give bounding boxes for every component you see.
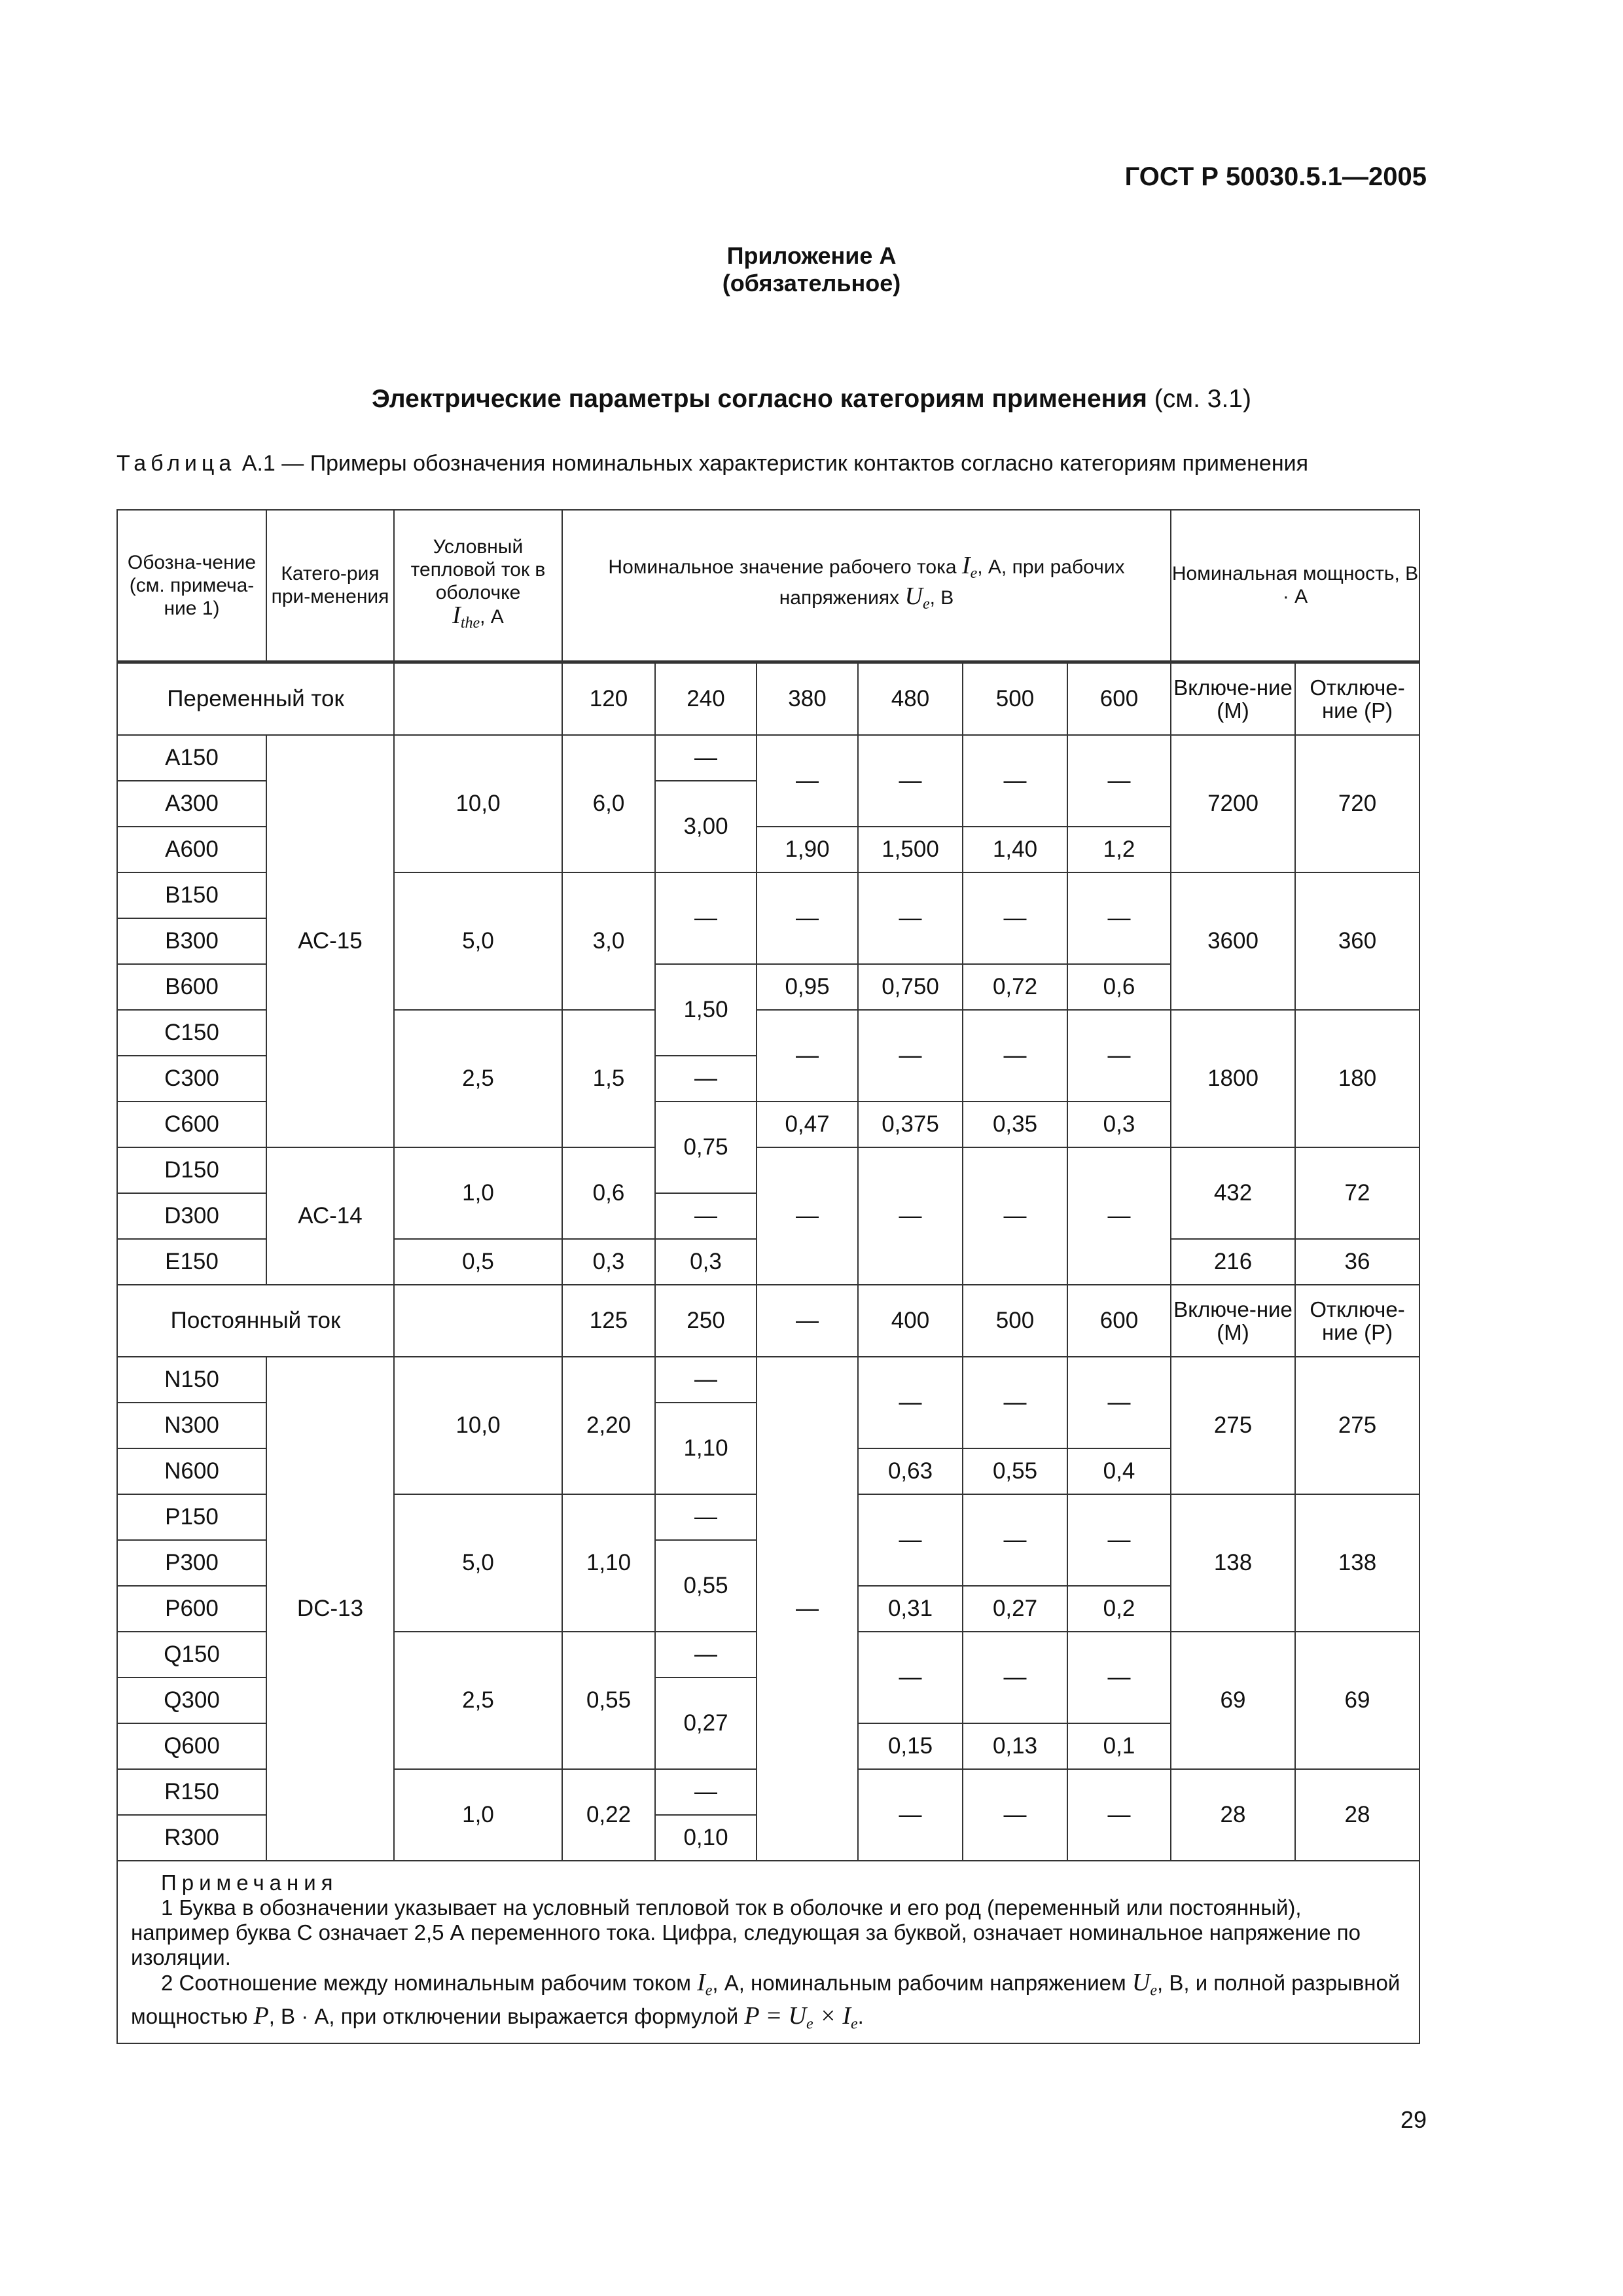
current-cell: 2,20 — [562, 1357, 655, 1494]
designation-cell: R150 — [117, 1769, 266, 1815]
document-number: ГОСТ Р 50030.5.1—2005 — [1124, 162, 1427, 191]
table-row — [117, 735, 1419, 781]
ac-voltage-cell: 380 — [757, 662, 858, 735]
ac-break-header: Отключе-ние (Р) — [1295, 662, 1419, 735]
ac-voltage-cell: 600 — [1067, 662, 1171, 735]
power-break-cell: 72 — [1295, 1147, 1419, 1239]
current-cell: 1,50 — [655, 964, 757, 1056]
dc-voltage-cell: — — [757, 1285, 858, 1357]
ac-make-header: Включе-ние (М) — [1171, 662, 1295, 735]
notes-row — [117, 1861, 1419, 2043]
thermal-current-cell: 1,0 — [394, 1769, 562, 1861]
dc-header-row — [117, 1285, 1419, 1357]
current-cell: 0,4 — [1067, 1448, 1171, 1494]
thermal-subscript: the — [460, 615, 480, 632]
current-cell: — — [858, 1494, 963, 1586]
designation-cell: А300 — [117, 781, 266, 827]
power-break-cell: 36 — [1295, 1239, 1419, 1285]
power-break-cell: 180 — [1295, 1010, 1419, 1147]
dc-label: Постоянный ток — [117, 1285, 394, 1357]
current-cell: — — [1067, 1632, 1171, 1723]
designation-cell: Р300 — [117, 1540, 266, 1586]
current-cell: — — [655, 872, 757, 964]
current-cell: — — [963, 1769, 1067, 1861]
current-cell: 0,47 — [757, 1102, 858, 1147]
thermal-symbol: I — [452, 601, 461, 630]
symbol-subscript: e — [806, 2015, 813, 2033]
symbol-p: P — [253, 2001, 269, 2030]
page-number: 29 — [1400, 2106, 1427, 2133]
designation-cell: Р150 — [117, 1494, 266, 1540]
power-make-cell: 28 — [1171, 1769, 1295, 1861]
note-2-part-b: , А, номинальным рабочим напряжением — [712, 1971, 1126, 1995]
table-caption-word: Таблица — [116, 451, 236, 476]
category-cell: DC-13 — [266, 1357, 394, 1861]
thermal-current-cell: 2,5 — [394, 1010, 562, 1147]
current-cell: — — [963, 872, 1067, 964]
current-cell: — — [1067, 1010, 1171, 1102]
ac-voltage-cell: 120 — [562, 662, 655, 735]
current-cell: 0,750 — [858, 964, 963, 1010]
category-cell: АС-15 — [266, 735, 394, 1147]
designation-cell: N300 — [117, 1403, 266, 1448]
voltage-symbol: U — [904, 583, 923, 611]
current-cell: 0,10 — [655, 1815, 757, 1861]
thermal-current-cell: 10,0 — [394, 735, 562, 872]
current-cell: — — [858, 1632, 963, 1723]
designation-cell: С300 — [117, 1056, 266, 1102]
current-cell: — — [963, 1357, 1067, 1448]
current-cell: 1,10 — [562, 1494, 655, 1632]
ac-label: Переменный ток — [117, 662, 394, 735]
header-current-mid: , А, при рабочих напряжениях — [779, 556, 1125, 609]
current-cell: 0,63 — [858, 1448, 963, 1494]
current-cell: 0,75 — [655, 1102, 757, 1193]
thermal-current-cell: 5,0 — [394, 872, 562, 1010]
appendix-title: Приложение А — [726, 242, 897, 269]
voltage-unit: , В — [929, 587, 954, 609]
dc-voltage-cell: 400 — [858, 1285, 963, 1357]
current-cell: — — [1067, 1147, 1171, 1285]
note-1: 1 Буква в обозначении указывает на условный тепловой ток в оболочке и его род (переменный или постоянный), например буква С означает 2,5 А переменного тока. Цифра, следующая за буквой, означает номинальное напряжение по изоляции. — [131, 1895, 1361, 1969]
current-cell: 0,3 — [562, 1239, 655, 1285]
current-cell: 6,0 — [562, 735, 655, 872]
current-cell: — — [1067, 1769, 1171, 1861]
current-cell: 1,500 — [858, 827, 963, 872]
note-2-part-d: , В · А, при отключении выражается формулой — [268, 2003, 739, 2028]
thermal-current-cell: 1,0 — [394, 1147, 562, 1239]
designation-cell: Р600 — [117, 1586, 266, 1632]
current-cell: — — [655, 1056, 757, 1102]
current-cell: — — [655, 1357, 757, 1403]
current-cell: 0,13 — [963, 1723, 1067, 1769]
dc-voltage-cell: 600 — [1067, 1285, 1171, 1357]
current-cell: — — [858, 1010, 963, 1102]
table-row — [117, 1147, 1419, 1193]
thermal-current-cell: 10,0 — [394, 1357, 562, 1494]
current-cell: — — [1067, 1357, 1171, 1448]
designation-cell: Q300 — [117, 1677, 266, 1723]
current-cell: 3,00 — [655, 781, 757, 872]
current-cell: — — [963, 1632, 1067, 1723]
ac-voltage-cell: 480 — [858, 662, 963, 735]
current-cell: 0,35 — [963, 1102, 1067, 1147]
dc-empty-cell — [394, 1285, 562, 1357]
current-cell: — — [1067, 735, 1171, 827]
designation-cell: В150 — [117, 872, 266, 918]
current-cell: 1,2 — [1067, 827, 1171, 872]
power-make-cell: 7200 — [1171, 735, 1295, 872]
power-break-cell: 138 — [1295, 1494, 1419, 1632]
header-category: Катего-рия при-менения — [266, 510, 394, 662]
header-rated-power: Номинальная мощность, В · А — [1171, 510, 1419, 662]
designation-cell: А150 — [117, 735, 266, 781]
designation-cell: Q150 — [117, 1632, 266, 1677]
section-title-text: Электрические параметры согласно категориям применения — [372, 385, 1147, 413]
power-break-cell: 720 — [1295, 735, 1419, 872]
designation-cell: С600 — [117, 1102, 266, 1147]
current-cell: — — [858, 735, 963, 827]
current-cell: — — [858, 1357, 963, 1448]
power-break-cell: 275 — [1295, 1357, 1419, 1494]
thermal-current-cell: 0,5 — [394, 1239, 562, 1285]
symbol-subscript: e — [851, 2015, 858, 2033]
current-cell: — — [757, 735, 858, 827]
header-current-text: Номинальное значение рабочего тока — [608, 556, 957, 579]
current-cell: 0,1 — [1067, 1723, 1171, 1769]
current-cell: 1,90 — [757, 827, 858, 872]
current-cell: — — [963, 735, 1067, 827]
current-cell: 0,3 — [1067, 1102, 1171, 1147]
designation-cell: Q600 — [117, 1723, 266, 1769]
ac-header-row — [117, 662, 1419, 735]
power-break-cell: 360 — [1295, 872, 1419, 1010]
header-rated-current — [562, 510, 1171, 662]
power-break-cell: 69 — [1295, 1632, 1419, 1769]
current-cell: — — [655, 1769, 757, 1815]
note-2-part-c: , В, и полной разрывной мощностью — [131, 1971, 1400, 2028]
current-subscript: e — [970, 565, 978, 583]
note-2-part-a: 2 Соотношение между номинальным рабочим током — [161, 1971, 691, 1995]
note-2: 2 Соотношение между номинальным рабочим током $I_e$, А, номинальным рабочим напряжением $U_e$, В, и полной разрывной мощностью P, В · А, при отключении выражается формулой $P = U_e \times I_e$. — [131, 1969, 1400, 2033]
current-cell: 1,40 — [963, 827, 1067, 872]
current-cell: — — [963, 1010, 1067, 1102]
notes-cell — [117, 1861, 1419, 2043]
current-cell: 0,27 — [963, 1586, 1067, 1632]
voltage-subscript: e — [922, 596, 930, 613]
ac-voltage-cell: 500 — [963, 662, 1067, 735]
power-make-cell: 275 — [1171, 1357, 1295, 1494]
current-cell: 0,55 — [562, 1632, 655, 1769]
thermal-current-cell: 2,5 — [394, 1632, 562, 1769]
current-cell: 0,375 — [858, 1102, 963, 1147]
appendix-status: (обязательное) — [722, 270, 901, 296]
current-cell: — — [655, 1632, 757, 1677]
current-cell: 0,22 — [562, 1769, 655, 1861]
current-cell: — — [858, 1769, 963, 1861]
symbol-u: U — [1132, 1969, 1150, 1996]
designation-cell: В300 — [117, 918, 266, 964]
table-row — [117, 1357, 1419, 1403]
current-cell: 0,72 — [963, 964, 1067, 1010]
current-cell: 0,95 — [757, 964, 858, 1010]
power-make-cell: 138 — [1171, 1494, 1295, 1632]
designation-cell: R300 — [117, 1815, 266, 1861]
dc-voltage-cell: 125 — [562, 1285, 655, 1357]
current-cell: 0,27 — [655, 1677, 757, 1769]
formula-lhs: P — [744, 2001, 759, 2030]
current-cell: — — [963, 1494, 1067, 1586]
symbol-i: I — [697, 1969, 705, 1996]
designation-cell: А600 — [117, 827, 266, 872]
section-title — [0, 385, 1623, 414]
table-caption — [116, 450, 1327, 476]
current-cell: — — [655, 1193, 757, 1239]
current-cell: 0,6 — [562, 1147, 655, 1239]
dc-voltage-cell: 250 — [655, 1285, 757, 1357]
designation-cell: В600 — [117, 964, 266, 1010]
section-reference: (см. 3.1) — [1154, 385, 1251, 413]
designation-cell: N150 — [117, 1357, 266, 1403]
thermal-current-cell: 5,0 — [394, 1494, 562, 1632]
power-make-cell: 69 — [1171, 1632, 1295, 1769]
ac-voltage-cell: 240 — [655, 662, 757, 735]
current-cell: 1,5 — [562, 1010, 655, 1147]
current-cell: 0,55 — [655, 1540, 757, 1632]
current-cell: — — [757, 1357, 858, 1861]
current-cell: — — [757, 1147, 858, 1285]
ratings-table — [116, 509, 1420, 2044]
current-cell: — — [963, 1147, 1067, 1285]
current-cell: 3,0 — [562, 872, 655, 1010]
appendix-heading — [0, 242, 1623, 297]
current-cell: — — [757, 1010, 858, 1102]
formula-eq: = — [758, 2001, 789, 2030]
formula-u: U — [788, 2001, 807, 2030]
ac-empty-cell — [394, 662, 562, 735]
power-make-cell: 3600 — [1171, 872, 1295, 1010]
current-cell: — — [655, 735, 757, 781]
current-cell: — — [757, 872, 858, 964]
current-cell: 0,55 — [963, 1448, 1067, 1494]
current-cell: — — [858, 872, 963, 964]
designation-cell: D150 — [117, 1147, 266, 1193]
current-cell: 0,31 — [858, 1586, 963, 1632]
dc-break-header: Отключе-ние (Р) — [1295, 1285, 1419, 1357]
current-cell: 0,2 — [1067, 1586, 1171, 1632]
current-cell: 1,10 — [655, 1403, 757, 1494]
designation-cell: D300 — [117, 1193, 266, 1239]
symbol-subscript: e — [705, 1982, 713, 2000]
current-cell: 0,6 — [1067, 964, 1171, 1010]
header-thermal-text: Условный тепловой ток в оболочке — [410, 536, 546, 604]
current-cell: 0,3 — [655, 1239, 757, 1285]
designation-cell: N600 — [117, 1448, 266, 1494]
formula-i: I — [842, 2001, 851, 2030]
notes-title: Примечания — [161, 1871, 338, 1895]
current-cell: 0,15 — [858, 1723, 963, 1769]
table-header-row — [117, 510, 1419, 662]
current-symbol: I — [961, 552, 971, 580]
dc-voltage-cell: 500 — [963, 1285, 1067, 1357]
designation-cell: Е150 — [117, 1239, 266, 1285]
header-thermal-current — [394, 510, 562, 662]
thermal-unit: , А — [480, 606, 504, 628]
formula-times: × — [813, 2001, 843, 2030]
power-break-cell: 28 — [1295, 1769, 1419, 1861]
category-cell: АС-14 — [266, 1147, 394, 1285]
current-cell: — — [1067, 1494, 1171, 1586]
symbol-subscript: e — [1150, 1982, 1158, 2000]
power-make-cell: 1800 — [1171, 1010, 1295, 1147]
power-make-cell: 432 — [1171, 1147, 1295, 1239]
power-make-cell: 216 — [1171, 1239, 1295, 1285]
current-cell: — — [858, 1147, 963, 1285]
dc-make-header: Включе-ние (М) — [1171, 1285, 1295, 1357]
header-designation: Обозна-чение (см. примеча-ние 1) — [117, 510, 266, 662]
table-caption-text: А.1 — Примеры обозначения номинальных характеристик контактов согласно категориям применения — [241, 451, 1309, 476]
current-cell: — — [655, 1494, 757, 1540]
current-cell: — — [1067, 872, 1171, 964]
designation-cell: С150 — [117, 1010, 266, 1056]
